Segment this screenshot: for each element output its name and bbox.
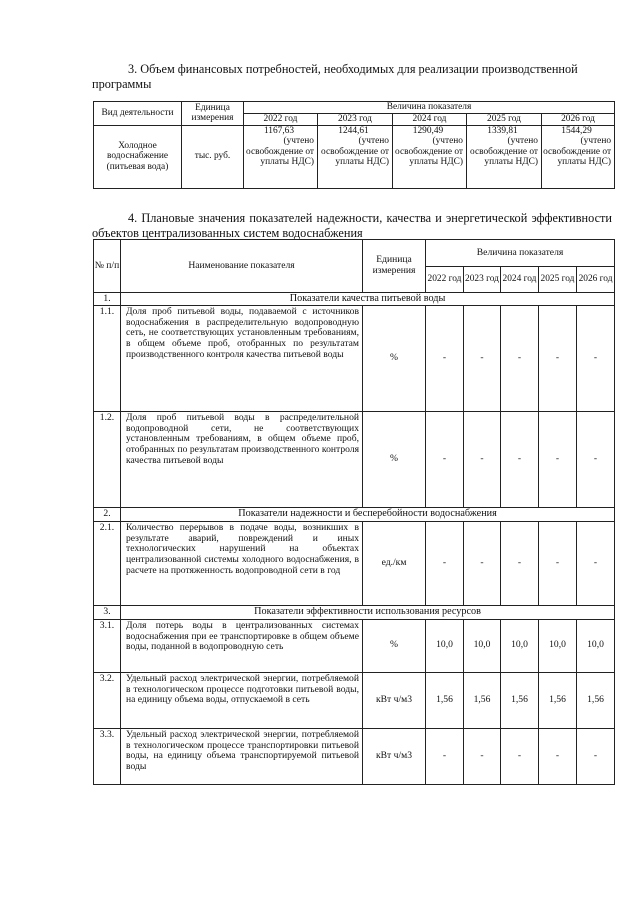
year-header: 2026 год [542,113,615,125]
indicator-value: 1,56 [577,672,615,728]
indicator-row [94,521,615,605]
indicator-value: - [539,411,577,507]
vat-note: (учтено освобождение от уплаты НДС) [470,136,538,168]
row-number: 3.3. [94,728,121,784]
indicator-value: 1,56 [426,672,464,728]
indicator-value: - [539,728,577,784]
vat-note: (учтено освобождение от уплаты НДС) [321,136,389,168]
value-number: 1339,81 [487,125,518,136]
col-value-header: Величина показателя [426,240,615,267]
section-row [94,293,615,306]
indicator-value: 1,56 [464,672,501,728]
indicator-name: Удельный расход электрической энергии, потребляемой в технологическом процессе подготовки питьевой воды, на единицу объема воды, отпускаемой в сеть [121,672,363,728]
indicator-value: - [577,728,615,784]
vat-note: (учтено освобождение от уплаты НДС) [395,136,463,168]
row-number: 2.1. [94,521,121,605]
row-number: 1. [94,293,121,306]
indicator-value: - [464,728,501,784]
indicator-value: - [577,521,615,605]
col-activity-header: Вид деятельности [94,102,182,126]
indicator-value: 10,0 [464,619,501,672]
col-value-header: Величина показателя [244,102,615,114]
vat-note: (учтено освобождение от уплаты НДС) [543,136,612,168]
year-header: 2022 год [426,267,464,293]
indicator-value: - [464,305,501,411]
indicator-name: Количество перерывов в подаче воды, возникших в результате аварий, повреждений и иных технологических нарушений на объектах централизованной системы холодного водоснабжения, в расчете на протяженность водопроводной сети в год [121,521,363,605]
indicator-value: - [501,411,539,507]
activity-cell: Холодное водоснабжение (питьевая вода) [94,125,182,188]
year-header: 2024 год [501,267,539,293]
indicator-unit: % [363,619,426,672]
value-number: 1290,49 [412,125,444,136]
indicator-value: 10,0 [501,619,539,672]
indicator-value: 1,56 [539,672,577,728]
col-unit-header: Единица измерения [182,102,244,126]
row-number: 3.2. [94,672,121,728]
year-header: 2025 год [539,267,577,293]
section-row [94,507,615,521]
row-number: 1.1. [94,305,121,411]
section-title: Показатели надежности и бесперебойности водоснабжения [121,507,615,521]
value-cell [318,125,393,188]
indicator-value: - [426,728,464,784]
indicator-name: Доля потерь воды в централизованных системах водоснабжения при ее транспортировке в общем объеме воды, поданной в водопроводную сеть [121,619,363,672]
indicator-row [94,619,615,672]
section-title: Показатели эффективности использования ресурсов [121,605,615,619]
indicator-name: Удельный расход электрической энергии, потребляемой в технологическом процессе транспортировки питьевой воды, на единицу объема транспортируемой питьевой воды [121,728,363,784]
year-header: 2022 год [244,113,318,125]
year-header: 2025 год [467,113,542,125]
financial-needs-table [93,101,615,189]
indicator-value: 10,0 [539,619,577,672]
indicator-unit: % [363,411,426,507]
col-name-header: Наименование показателя [121,240,363,293]
indicator-unit: кВт ч/м3 [363,672,426,728]
indicator-value: - [501,305,539,411]
section-row [94,605,615,619]
year-header: 2024 год [393,113,467,125]
indicator-value: - [464,411,501,507]
indicator-row [94,411,615,507]
indicator-value: - [464,521,501,605]
row-number: 1.2. [94,411,121,507]
col-unit-header: Единица измерения [363,240,426,293]
unit-cell: тыс. руб. [182,125,244,188]
indicator-name: Доля проб питьевой воды, подаваемой с источников водоснабжения в распределительную водопроводную сеть, не соответствующих установленным требованиям, в общем объеме проб, отобранных по результатам производственного контроля качества питьевой воды [121,305,363,411]
value-number: 1244,61 [338,125,369,136]
indicator-value: - [426,305,464,411]
row-number: 3. [94,605,121,619]
indicator-value: - [577,411,615,507]
row-number: 2. [94,507,121,521]
year-header: 2026 год [577,267,615,293]
indicator-row [94,672,615,728]
section-4-heading: 4. Плановые значения показателей надежности, качества и энергетической эффективности объектов централизованных систем водоснабжения [92,211,612,240]
indicator-value: - [539,521,577,605]
indicators-table [93,239,615,785]
indicator-value: 1,56 [501,672,539,728]
indicator-unit: ед./км [363,521,426,605]
value-cell [467,125,542,188]
indicator-value: - [426,521,464,605]
col-num-header: № п/п [94,240,121,293]
indicator-value: - [426,411,464,507]
vat-note: (учтено освобождение от уплаты НДС) [246,136,314,168]
indicator-unit: % [363,305,426,411]
year-header: 2023 год [464,267,501,293]
indicator-row [94,728,615,784]
value-cell [542,125,615,188]
value-cell [244,125,318,188]
value-number: 1167,63 [263,125,295,136]
section-3-heading: 3. Объем финансовых потребностей, необходимых для реализации производственной программы [92,62,578,91]
indicator-value: - [577,305,615,411]
indicator-value: 10,0 [577,619,615,672]
indicator-row [94,305,615,411]
section-title: Показатели качества питьевой воды [121,293,615,306]
indicator-value: - [501,728,539,784]
indicator-value: 10,0 [426,619,464,672]
value-cell [393,125,467,188]
indicator-name: Доля проб питьевой воды в распределительной водопроводной сети, не соответствующих установленным требованиям, в общем объеме проб, отобранных по результатам производственного контроля качества питьевой воды [121,411,363,507]
indicator-unit: кВт ч/м3 [363,728,426,784]
indicators-table-body [94,293,615,785]
indicator-value: - [501,521,539,605]
row-number: 3.1. [94,619,121,672]
year-header: 2023 год [318,113,393,125]
value-number: 1544,29 [561,125,592,136]
indicator-value: - [539,305,577,411]
